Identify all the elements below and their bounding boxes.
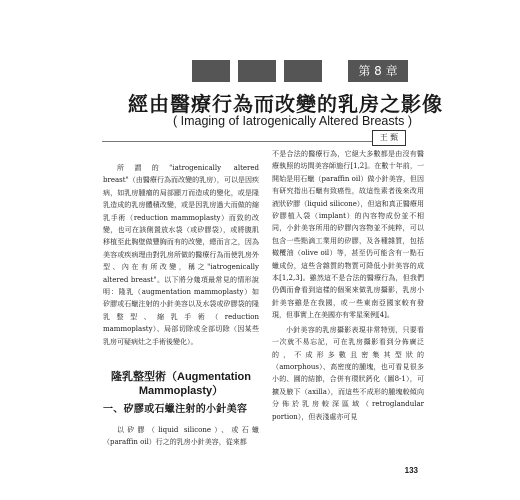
chapter-label: 第 8 章	[348, 60, 408, 82]
page-title: 經由醫療行為而改變的乳房之影像	[128, 92, 443, 116]
page-subtitle: ( Imaging of Iatrogenically Altered Breasts )	[172, 114, 412, 128]
author-name: 王 甄	[372, 130, 406, 146]
page-number: 133	[404, 466, 418, 475]
section-heading: 隆乳整型術（Augmentation Mammoplasty）	[111, 371, 251, 397]
subsection-heading: 一、矽膠或石蠟注射的小針美容	[103, 404, 248, 415]
right-column	[272, 148, 424, 423]
subsection-paragraph: 以矽膠（liquid silicone）、或石蠟（paraffin oil）行之的乳房小針美容，從來都	[103, 426, 259, 447]
left-column-intro	[103, 162, 259, 348]
header-rule	[102, 141, 372, 142]
right-paragraph-2: 小針美容的乳房攝影表現非常特別，只要看一次就不易忘記，可在乳房攝影看到分佈廣泛的，不成形多數且密集其型狀的（amorphous）、高密度的腫塊，也可看見很多小的、圓的結節，合併有環狀鈣化（圖8-1），可擴及腋下（axilla），而這些不成形的腫塊較傾向分佈於乳房較深區域（retroglandular portion），但表淺處亦可見	[272, 325, 424, 421]
left-column-subsection	[103, 424, 259, 449]
right-paragraph-1: 不是合法的醫療行為，它絕大多數都是由沒有醫療執照的坊間美容師施行[1,2]。在數十年前，一開始是用石蠟（paraffin oil）做小針美容，但因有研究指出石蠟有致癌性，故這性素者後來改用液狀矽膠（liquid silicone），但這和真正醫療用矽膠植入袋（implant）的內容物成份並不相同，小針美容所用的矽膠內容物並不純粹，可以包含一些點滴工業用的矽膠，及各種雜質，包括橄欖油（olive oil）等，甚至仍可能含有一點石蠟成份，這些含雜質的物質可降低小針美容的成本[1,2,3]。雖然這不是合法的醫療行為，但我們仍偶而會看到這樣的個案來做乳房攝影，乳房小針美容雖是在我國，或一些東南亞國家較有發現，但事實上在美國亦有零星案例[4]。	[272, 150, 424, 320]
decoration-bar	[238, 60, 276, 82]
decoration-bar	[284, 60, 322, 82]
chapter-decoration-bars	[192, 60, 322, 82]
intro-paragraph: 所謂的"iatrogenically altered breast"（由醫療行為而改變的乳房），可以是因疾病，如乳房腫瘤的局部顯刀而造成的變化，或是隆乳造成的乳房體積改變，或是因乳房過大而做的縮乳手術（reduction mammoplasty）而致的改變，也可在該側置放水袋（或矽膠袋），或將腹肌移植至此胸壁做豐胸而有的改變，總而言之，因為美容或疾病理由對乳房所做的醫療行為而使乳房外型、內在有所改變，稱之"iatrogenically altered breast"。以下將分幾項最常見的情形說明：隆乳（augmentation mammoplasty）如矽膠或石蠟注射的小針美容以及水袋或矽膠袋的隆乳整型、縮乳手術（reduction mammoplasty）、局部切除或全部切除（因某些乳房可疑病灶之手術後變化）。	[103, 164, 259, 346]
decoration-bar	[192, 60, 230, 82]
